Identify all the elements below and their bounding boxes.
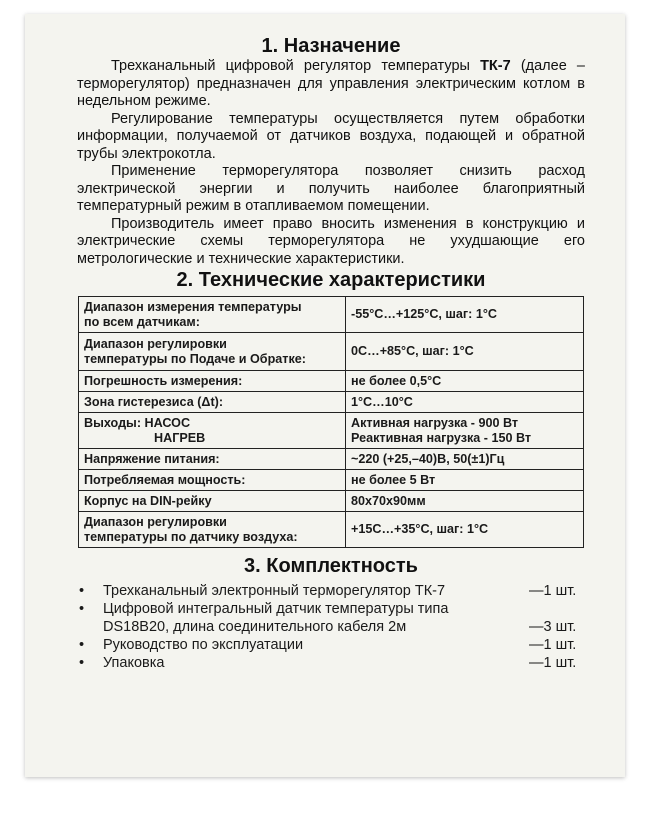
section-1-title: 1. Назначение	[261, 35, 401, 57]
document-content	[77, 34, 585, 672]
spec-name: Напряжение питания:	[84, 451, 220, 466]
section-3-title: 3. Комплектность	[244, 555, 418, 577]
spec-row	[79, 333, 584, 371]
kit-item-row	[103, 636, 585, 654]
kit-item-quantity: —1 шт.	[529, 583, 577, 599]
bullet-icon: •	[79, 601, 85, 617]
paragraph-3: Применение терморегулятора позволяет снизить расход электрической энергии и получить наиболее благоприятный температурный режим в отапливаемом помещении.	[77, 163, 585, 214]
spec-name-cont: температуры по датчику воздуха:	[84, 529, 298, 544]
kit-item	[77, 582, 585, 600]
spec-name-cont: по всем датчикам:	[84, 314, 200, 329]
spec-value-cell	[346, 297, 584, 333]
spec-value-cell	[346, 333, 584, 371]
document-page	[25, 14, 625, 777]
spec-row	[79, 392, 584, 413]
kit-item-row	[103, 582, 585, 600]
kit-item-label: Упаковка	[103, 655, 165, 671]
spec-value-cont: Реактивная нагрузка - 150 Вт	[351, 430, 532, 445]
spec-name-cont: НАГРЕВ	[154, 430, 206, 445]
spec-value: ~220 (+25,–40)В, 50(±1)Гц	[351, 451, 505, 466]
spec-value: Активная нагрузка - 900 Вт	[351, 415, 519, 430]
kit-item-row	[103, 654, 585, 672]
kit-list	[77, 582, 585, 672]
spec-value-cell	[346, 491, 584, 512]
kit-item	[77, 654, 585, 672]
spec-row	[79, 512, 584, 548]
kit-item-label: Руководство по эксплуатации	[103, 637, 304, 653]
spec-value: 1°С…10°С	[351, 394, 413, 409]
spec-name: Потребляемая мощность:	[84, 472, 246, 487]
spec-row	[79, 491, 584, 512]
kit-item-label-cont: DS18B20, длина соединительного кабеля 2м	[103, 619, 407, 635]
kit-item-row	[103, 618, 585, 636]
spec-name-cell	[79, 470, 346, 491]
kit-item-quantity: —3 шт.	[529, 619, 577, 635]
model-name: ТК-7	[480, 58, 511, 74]
bullet-icon: •	[79, 637, 85, 653]
specs-table	[78, 296, 584, 548]
spec-value-cell	[346, 449, 584, 470]
spec-name-cell	[79, 512, 346, 548]
spec-row	[79, 449, 584, 470]
bullet-icon: •	[79, 655, 85, 671]
spec-value: +15С…+35°С, шаг: 1°С	[351, 522, 489, 536]
spec-name: Диапазон регулировки	[84, 514, 227, 529]
spec-value: не более 5 Вт	[351, 472, 436, 487]
spec-value-cell	[346, 371, 584, 392]
spec-name: Погрешность измерения:	[84, 373, 243, 388]
spec-value: -55°С…+125°С, шаг: 1°С	[351, 307, 497, 321]
spec-row	[79, 297, 584, 333]
spec-name: Зона гистерезиса (Δt):	[84, 394, 224, 409]
spec-name-cell	[79, 413, 346, 449]
spec-name-cell	[79, 371, 346, 392]
spec-value: 80х70х90мм	[351, 493, 426, 508]
spec-name: Корпус на DIN-рейку	[84, 493, 212, 508]
paragraph-2: Регулирование температуры осуществляется путем обработки информации, получаемой от датчиков воздуха, подающей и обратной трубы электрокотла.	[77, 110, 585, 162]
kit-item-quantity: —1 шт.	[529, 655, 577, 671]
spec-row	[79, 413, 584, 449]
spec-value-cell	[346, 413, 584, 449]
spec-row	[79, 371, 584, 392]
paragraph-1	[77, 58, 585, 111]
spec-name-cell	[79, 333, 346, 371]
kit-item-label: Трехканальный электронный терморегулятор ТК-7	[103, 583, 446, 599]
spec-name: Выходы: НАСОС	[84, 415, 191, 430]
spec-name-cell	[79, 297, 346, 333]
spec-value-cell	[346, 470, 584, 491]
spec-value: не более 0,5°С	[351, 373, 442, 388]
spec-row	[79, 470, 584, 491]
spec-name-cell	[79, 449, 346, 470]
bullet-icon: •	[79, 583, 85, 599]
kit-item-label: Цифровой интегральный датчик температуры типа	[103, 601, 449, 617]
paragraph-1-rest: (далее – терморегулятор) предназначен для управления электрическим котлом в недельном режиме.	[77, 58, 585, 109]
spec-name: Диапазон регулировки	[84, 336, 227, 351]
spec-name-cell	[79, 491, 346, 512]
kit-item-quantity: —1 шт.	[529, 637, 577, 653]
spec-value: 0С…+85°С, шаг: 1°С	[351, 344, 474, 358]
spec-value-cell	[346, 512, 584, 548]
kit-item	[77, 636, 585, 654]
spec-name-cont: температуры по Подаче и Обратке:	[84, 351, 306, 366]
paragraph-1-text: Трехканальный цифровой регулятор температуры	[111, 58, 481, 74]
spec-value-cell	[346, 392, 584, 413]
section-2-title: 2. Технические характеристики	[176, 269, 486, 291]
spec-name: Диапазон измерения температуры	[84, 299, 302, 314]
kit-item	[77, 600, 585, 636]
spec-name-cell	[79, 392, 346, 413]
paragraph-4: Производитель имеет право вносить изменения в конструкцию и электрические схемы терморегулятора не ухудшающие его метрологические и технические характеристики.	[77, 215, 585, 267]
